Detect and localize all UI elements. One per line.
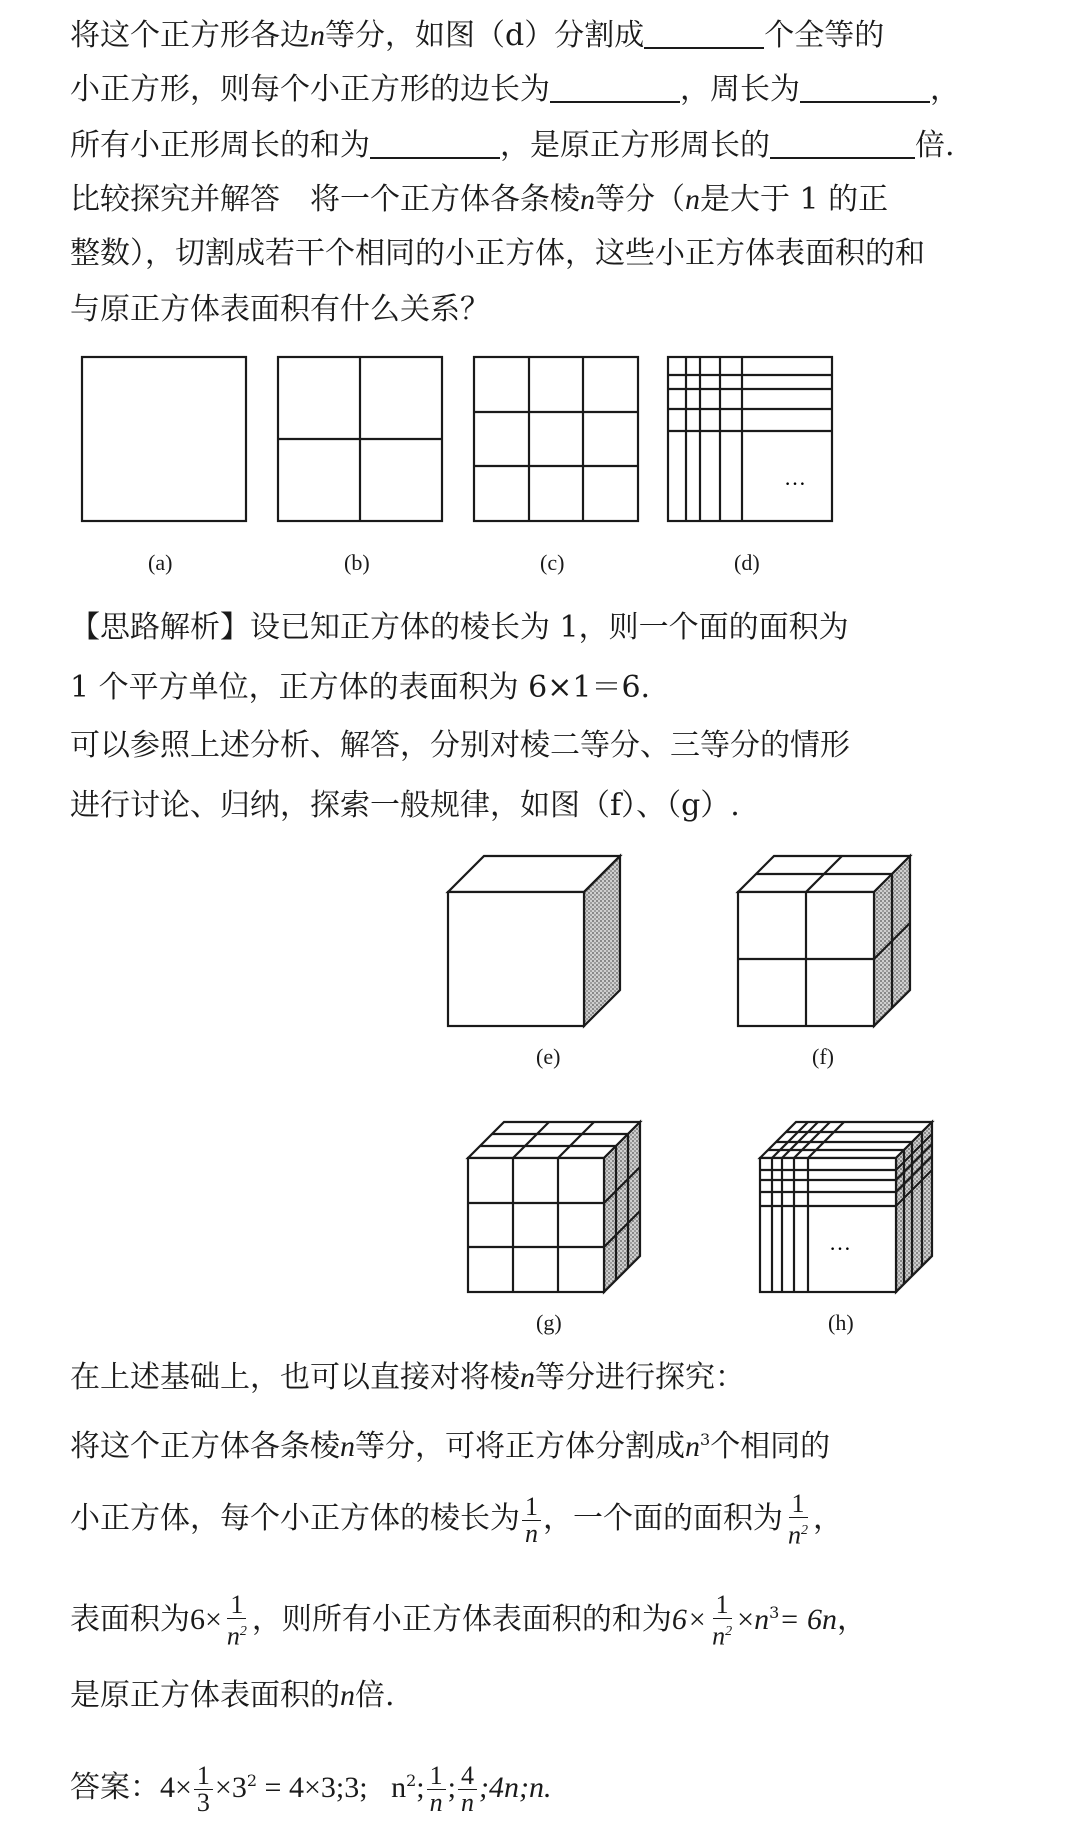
text: 表面积为: [70, 1602, 190, 1637]
fraction-1-over-n: $\frac{1}{n}$: [522, 1494, 541, 1547]
problem-line-4: [70, 180, 888, 220]
label-c: (c): [540, 550, 565, 575]
exponent: 2: [406, 1771, 417, 1790]
answer-blank-side: [550, 71, 680, 103]
text: 个相同的: [710, 1429, 831, 1464]
var-n: n: [685, 183, 700, 216]
var-n: n: [685, 1430, 700, 1463]
solution-line-5: [70, 1676, 395, 1716]
cube-h: [760, 1122, 932, 1292]
exponent: 3: [769, 1603, 780, 1622]
answer-blank-sum: [370, 127, 500, 159]
text: ，一个面的面积为: [543, 1501, 783, 1536]
text: 是大于 1 的正: [700, 182, 889, 217]
math-text: ;: [416, 1771, 425, 1804]
fraction-1-over-n2: $\frac{1}{n^2}$: [226, 1590, 247, 1651]
cube-figures: [0, 840, 1080, 1360]
solution-line-1: [70, 1358, 745, 1398]
analysis-line-4: 进行讨论、归纳，探索一般规律，如图（f）、（g）.: [70, 788, 740, 823]
text: 小正方形，则每个小正方形的边长为: [70, 72, 550, 107]
label-g: (g): [536, 1310, 562, 1335]
text: 倍.: [355, 1678, 395, 1713]
var-n: n: [822, 1603, 838, 1636]
var-n: n: [340, 1679, 355, 1712]
math-text: ;4n;n.: [478, 1771, 552, 1804]
cube-g: [468, 1122, 640, 1292]
text: 小正方体，每个小正方体的棱长为: [70, 1501, 520, 1536]
var-n: n: [310, 19, 325, 52]
answer-blank-perimeter: [800, 71, 930, 103]
text: 等分进行探究：: [535, 1360, 745, 1395]
answer-label: 答案：: [70, 1770, 160, 1805]
text: 将这个正方体各条棱: [70, 1429, 340, 1464]
math-text: = 4×3;3;: [257, 1771, 368, 1804]
fraction-1-over-3: $\frac{1}{3}$: [194, 1763, 213, 1816]
answer-blank-times: [770, 127, 915, 159]
label-a: (a): [148, 550, 173, 575]
math-text: ×3: [214, 1771, 247, 1804]
exponent: 2: [246, 1771, 258, 1790]
analysis-line-3: 可以参照上述分析、解答，分别对棱二等分、三等分的情形: [70, 728, 850, 763]
square-d: [668, 357, 832, 521]
problem-line-2: [70, 70, 960, 110]
answer-line: [70, 1748, 551, 1821]
text: 倍.: [915, 128, 955, 163]
math-text: = 6: [779, 1603, 823, 1636]
label-d: (d): [734, 550, 760, 575]
answer-blank-count: [644, 17, 764, 49]
text: 个全等的: [764, 18, 885, 53]
solution-line-4: [70, 1580, 867, 1653]
square-d-ellipsis: …: [784, 465, 806, 490]
analysis-line-2: 1 个平方单位，正方体的表面积为 6×1＝6.: [70, 670, 651, 705]
exponent: 3: [700, 1430, 711, 1449]
math-text: 6×: [671, 1603, 708, 1636]
text: 比较探究并解答 将一个正方体各条棱: [70, 182, 580, 217]
text: 等分（: [595, 182, 685, 217]
square-figures: [0, 345, 1080, 585]
square-c: [474, 357, 638, 521]
math-text: ×: [737, 1603, 755, 1636]
text: 是原正方体表面积的: [70, 1678, 340, 1713]
fraction-1-over-n: $\frac{1}{n}$: [427, 1763, 446, 1816]
problem-line-6: 与原正方体表面积有什么关系？: [70, 292, 490, 327]
text: ，: [813, 1501, 843, 1536]
math-text: ;: [447, 1771, 456, 1804]
cube-h-ellipsis: …: [829, 1230, 851, 1255]
cube-e: [448, 856, 620, 1026]
text: 所有小正形周长的和为: [70, 128, 370, 163]
fraction-4-over-n: $\frac{4}{n}$: [458, 1763, 477, 1816]
var-n: n: [340, 1430, 355, 1463]
var-n: n: [580, 183, 595, 216]
square-a: [82, 357, 246, 521]
problem-line-3: [70, 126, 955, 166]
problem-line-1: [70, 16, 884, 56]
label-f: (f): [812, 1044, 834, 1069]
fraction-1-over-n2: $\frac{1}{n^2}$: [788, 1489, 808, 1550]
cube-f: [738, 856, 910, 1026]
var-n: n: [520, 1361, 535, 1394]
label-b: (b): [344, 550, 370, 575]
label-e: (e): [536, 1044, 561, 1069]
math-text: 6×: [190, 1603, 222, 1636]
text: ，则所有小正方体表面积的和为: [251, 1602, 672, 1637]
analysis-line-1: 【思路解析】设已知正方体的棱长为 1，则一个面的面积为: [70, 610, 849, 645]
var-n: n: [754, 1603, 770, 1636]
text: ，周长为: [680, 72, 800, 107]
text: 等分，如图（d）分割成: [325, 18, 645, 53]
math-text: n: [391, 1771, 407, 1804]
text: 将这个正方形各边: [70, 18, 310, 53]
math-text: 4×: [160, 1771, 192, 1804]
text: ，: [837, 1602, 868, 1637]
fraction-1-over-n2: $\frac{1}{n^2}$: [712, 1590, 733, 1651]
text: ，: [930, 72, 960, 107]
text: ，是原正方形周长的: [500, 128, 770, 163]
text: 等分，可将正方体分割成: [355, 1429, 685, 1464]
text: 在上述基础上，也可以直接对将棱: [70, 1360, 520, 1395]
solution-line-3: [70, 1486, 843, 1552]
solution-line-2: [70, 1420, 830, 1467]
label-h: (h): [828, 1310, 854, 1335]
problem-line-5: 整数），切割成若干个相同的小正方体，这些小正方体表面积的和: [70, 236, 925, 271]
